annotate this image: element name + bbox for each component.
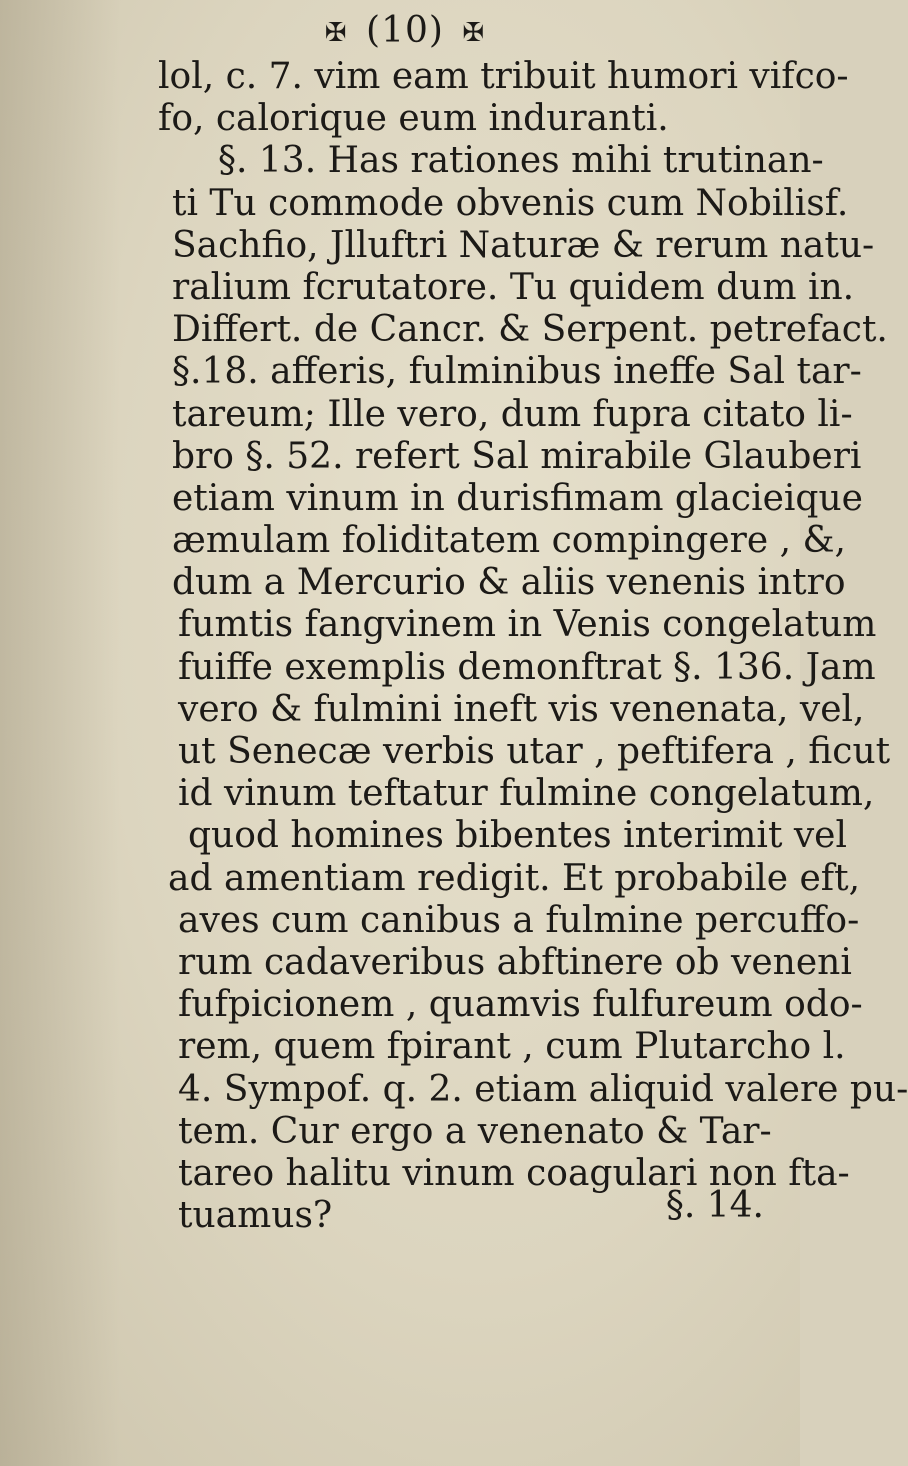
page-number: (10) — [366, 10, 444, 51]
ornament-left-icon: ✠ — [324, 18, 348, 48]
text-line: rum cadaveribus abftinere ob veneni — [178, 941, 852, 983]
text-line: bro §. 52. refert Sal mirabile Glauberi — [172, 435, 862, 477]
text-line: id vinum teftatur fulmine congelatum, — [178, 773, 875, 815]
text-line: quod homines bibentes interimit vel — [188, 815, 848, 857]
text-line: rem, quem fpirant , cum Plutarcho l. — [178, 1026, 846, 1068]
text-line: tem. Cur ergo a venenato & Tar- — [178, 1110, 772, 1152]
catchword: §. 14. — [665, 1185, 764, 1226]
text-line: vero & fulmini ineft vis venenata, vel, — [178, 688, 865, 730]
text-line: tareum; Ille vero, dum fupra citato li- — [172, 393, 853, 435]
text-line: tareo halitu vinum coagulari non fta- — [178, 1152, 850, 1194]
text-line: etiam vinum in durisfimam glacieique — [172, 477, 863, 519]
text-line: ti Tu commode obvenis cum Nobilisf. — [172, 182, 849, 224]
text-line: 4. Sympof. q. 2. etiam aliquid valere pu- — [178, 1068, 908, 1110]
text-line: ralium fcrutatore. Tu quidem dum in. — [172, 266, 855, 308]
text-line: Differt. de Cancr. & Serpent. petrefact. — [172, 309, 888, 351]
text-line: §.18. afferis, fulminibus ineffe Sal tar- — [172, 351, 862, 393]
text-line: ut Senecæ verbis utar , peftifera , ficut — [178, 731, 891, 772]
text-line: fuiffe exemplis demonftrat §. 136. Jam — [178, 646, 876, 688]
ornament-right-icon: ✠ — [462, 18, 486, 48]
text-line: tuamus? — [178, 1195, 333, 1237]
text-line: aves cum canibus a fulmine percuffo- — [178, 899, 860, 941]
page-header — [0, 10, 800, 51]
text-line: ad amentiam redigit. Et probabile eft, — [168, 857, 861, 899]
text-line: fumtis fangvinem in Venis congelatum — [178, 604, 877, 646]
text-line: §. 13. Has rationes mihi trutinan- — [218, 140, 824, 182]
text-line: dum a Mercurio & aliis venenis intro — [172, 562, 846, 604]
body-text — [158, 56, 908, 1237]
text-line: æmulam foliditatem compingere , &, — [172, 520, 846, 562]
text-line: fufpicionem , quamvis fulfureum odo- — [178, 984, 863, 1026]
spine-shadow — [0, 0, 120, 1466]
text-line: lol, c. 7. vim eam tribuit humori vifco- — [158, 56, 849, 97]
text-line: Sachfio, Jlluftri Naturæ & rerum natu- — [172, 224, 875, 266]
text-line: fo, calorique eum induranti. — [158, 98, 669, 140]
